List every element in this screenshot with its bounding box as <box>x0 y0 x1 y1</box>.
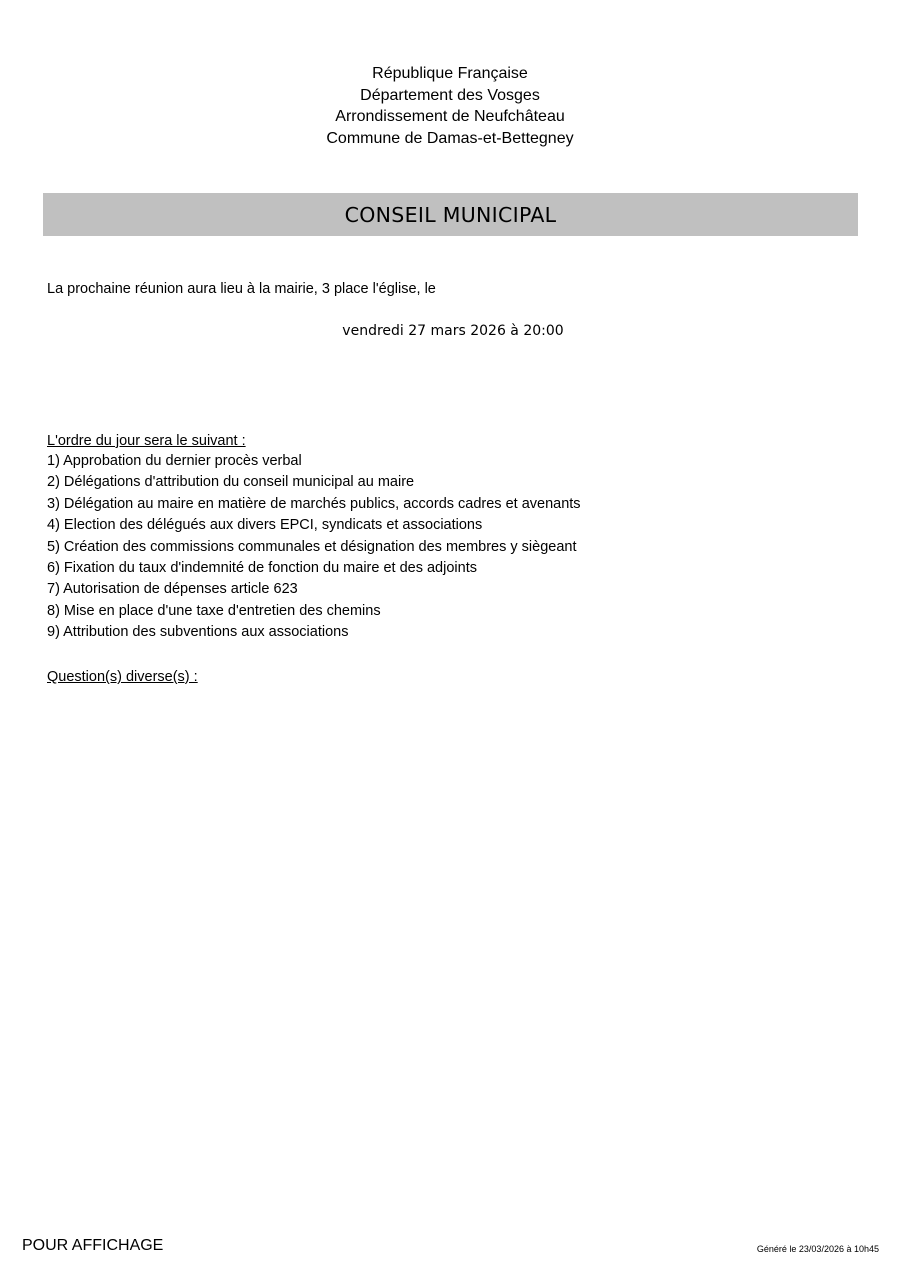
header-commune: Commune de Damas-et-Bettegney <box>326 129 574 147</box>
agenda-item: 3) Délégation au maire en matière de marchés publics, accords cadres et avenants <box>47 495 581 512</box>
agenda-item: 6) Fixation du taux d'indemnité de fonction du maire et des adjoints <box>47 560 477 577</box>
header-arrondissement: Arrondissement de Neufchâteau <box>335 108 565 125</box>
agenda-item: 5) Création des commissions communales et désignation des membres y siègeant <box>47 538 577 555</box>
document-header <box>0 63 900 149</box>
header-country: République Française <box>372 65 528 82</box>
questions-heading: Question(s) diverse(s) : <box>47 669 198 685</box>
generated-timestamp: Généré le 23/03/2026 à 10h45 <box>756 1244 879 1254</box>
agenda-list <box>47 451 581 644</box>
meeting-date: vendredi 27 mars 2026 à 20:00 <box>342 323 564 339</box>
agenda-item: 7) Autorisation de dépenses article 623 <box>47 581 298 598</box>
title-band <box>43 193 858 236</box>
agenda-heading: L'ordre du jour sera le suivant : <box>47 433 246 449</box>
agenda-item: 8) Mise en place d'une taxe d'entretien des chemins <box>47 602 381 619</box>
agenda-item: 2) Délégations d'attribution du conseil municipal au maire <box>47 474 415 491</box>
agenda-item: 1) Approbation du dernier procès verbal <box>47 453 302 469</box>
posting-label: POUR AFFICHAGE <box>22 1237 164 1254</box>
meeting-intro: La prochaine réunion aura lieu à la mairie, 3 place l'église, le <box>47 281 436 297</box>
agenda-item: 9) Attribution des subventions aux associations <box>47 624 349 641</box>
header-department: Département des Vosges <box>360 86 540 104</box>
page-title: CONSEIL MUNICIPAL <box>344 202 557 227</box>
agenda <box>47 432 581 644</box>
agenda-item: 4) Election des délégués aux divers EPCI, syndicats et associations <box>47 517 483 534</box>
